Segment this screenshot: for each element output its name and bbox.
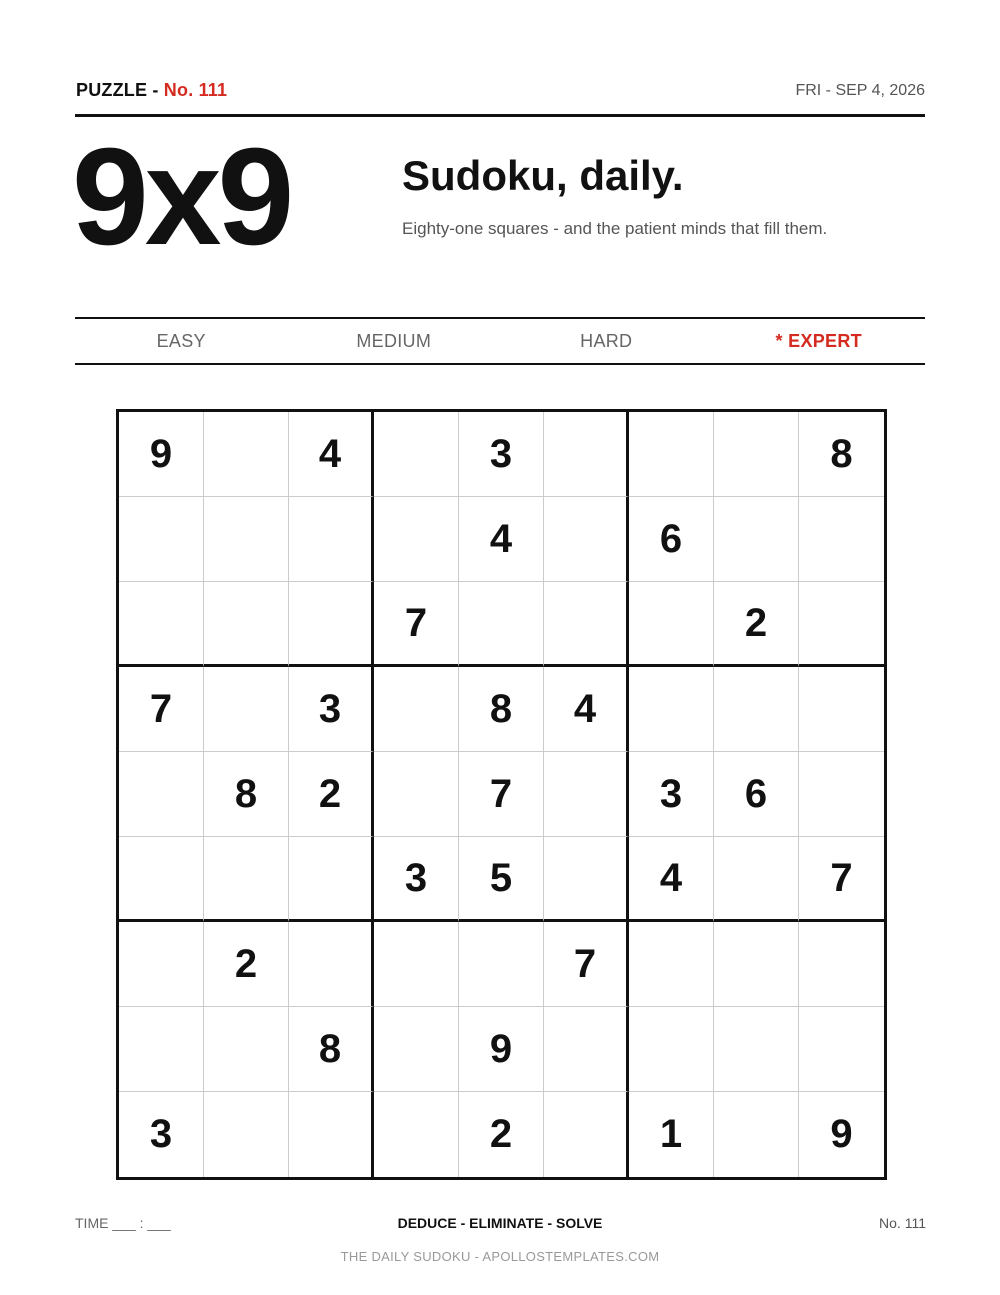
sudoku-cell-r9-c7[interactable]: 1 bbox=[629, 1092, 714, 1177]
sudoku-cell-r5-c2[interactable]: 8 bbox=[204, 752, 289, 837]
sudoku-cell-r4-c5[interactable]: 8 bbox=[459, 667, 544, 752]
sudoku-cell-r7-c8[interactable] bbox=[714, 922, 799, 1007]
sudoku-cell-r7-c5[interactable] bbox=[459, 922, 544, 1007]
sudoku-cell-r2-c2[interactable] bbox=[204, 497, 289, 582]
difficulty-easy[interactable]: EASY bbox=[156, 330, 206, 351]
sudoku-cell-r6-c7[interactable]: 4 bbox=[629, 837, 714, 922]
credit: THE DAILY SUDOKU - APOLLOSTEMPLATES.COM bbox=[340, 1249, 660, 1264]
sudoku-cell-r6-c1[interactable] bbox=[119, 837, 204, 922]
sudoku-cell-r3-c7[interactable] bbox=[629, 582, 714, 667]
top-divider bbox=[75, 114, 925, 117]
sudoku-cell-r1-c5[interactable]: 3 bbox=[459, 412, 544, 497]
sudoku-cell-r4-c1[interactable]: 7 bbox=[119, 667, 204, 752]
footer-puzzle-number: No. 111 bbox=[879, 1215, 926, 1231]
sudoku-cell-r1-c4[interactable] bbox=[374, 412, 459, 497]
sudoku-cell-r6-c3[interactable] bbox=[289, 837, 374, 922]
puzzle-label bbox=[76, 80, 227, 101]
sudoku-cell-r5-c6[interactable] bbox=[544, 752, 629, 837]
sudoku-cell-r1-c3[interactable]: 4 bbox=[289, 412, 374, 497]
puzzle-date: FRI - SEP 4, 2026 bbox=[795, 82, 925, 99]
sudoku-cell-r5-c1[interactable] bbox=[119, 752, 204, 837]
sudoku-cell-r5-c3[interactable]: 2 bbox=[289, 752, 374, 837]
sudoku-cell-r5-c4[interactable] bbox=[374, 752, 459, 837]
sudoku-cell-r5-c7[interactable]: 3 bbox=[629, 752, 714, 837]
headline: Sudoku, daily. bbox=[402, 152, 684, 199]
sudoku-cell-r6-c2[interactable] bbox=[204, 837, 289, 922]
sudoku-cell-r8-c4[interactable] bbox=[374, 1007, 459, 1092]
sudoku-cell-r4-c3[interactable]: 3 bbox=[289, 667, 374, 752]
sudoku-cell-r9-c1[interactable]: 3 bbox=[119, 1092, 204, 1177]
difficulty-bar bbox=[75, 319, 925, 363]
time-field: TIME ___ : ___ bbox=[75, 1215, 171, 1231]
sudoku-cell-r4-c9[interactable] bbox=[799, 667, 884, 752]
sudoku-cell-r2-c5[interactable]: 4 bbox=[459, 497, 544, 582]
sudoku-cell-r9-c9[interactable]: 9 bbox=[830, 1112, 853, 1156]
sudoku-cell-r4-c2[interactable] bbox=[204, 667, 289, 752]
sudoku-cell-r4-c6[interactable]: 4 bbox=[544, 667, 629, 752]
sudoku-cell-r7-c2[interactable]: 2 bbox=[204, 922, 289, 1007]
sudoku-cell-r6-c8[interactable] bbox=[714, 837, 799, 922]
sudoku-cell-r2-c9[interactable] bbox=[799, 497, 884, 582]
sudoku-cell-r7-c9[interactable] bbox=[799, 922, 884, 1007]
sudoku-cell-r2-c4[interactable] bbox=[374, 497, 459, 582]
sudoku-cell-r3-c2[interactable] bbox=[204, 582, 289, 667]
sudoku-cell-r3-c4[interactable]: 7 bbox=[374, 582, 459, 667]
sudoku-cell-r7-c3[interactable] bbox=[289, 922, 374, 1007]
sudoku-cell-r9-c2[interactable] bbox=[204, 1092, 289, 1177]
sudoku-cell-r5-c5[interactable]: 7 bbox=[459, 752, 544, 837]
sudoku-cell-r8-c7[interactable] bbox=[629, 1007, 714, 1092]
difficulty-medium[interactable]: MEDIUM bbox=[356, 330, 432, 351]
sudoku-cell-r6-c9[interactable]: 7 bbox=[799, 837, 884, 922]
sudoku-cell-r4-c7[interactable] bbox=[629, 667, 714, 752]
sudoku-cell-r9-c6[interactable] bbox=[544, 1092, 629, 1177]
puzzle-number: No. 111 bbox=[163, 80, 228, 100]
sudoku-cell-r9-c8[interactable] bbox=[714, 1092, 799, 1177]
sudoku-cell-r8-c2[interactable] bbox=[204, 1007, 289, 1092]
sudoku-cell-r5-c8[interactable]: 6 bbox=[714, 752, 799, 837]
sudoku-cell-r1-c6[interactable] bbox=[544, 412, 629, 497]
sudoku-cell-r5-c9[interactable] bbox=[799, 752, 884, 837]
sudoku-cell-r6-c5[interactable]: 5 bbox=[459, 837, 544, 922]
sudoku-cell-r2-c3[interactable] bbox=[289, 497, 374, 582]
sudoku-cell-r3-c9[interactable] bbox=[799, 582, 884, 667]
sudoku-cell-r6-c6[interactable] bbox=[544, 837, 629, 922]
sudoku-cell-r8-c8[interactable] bbox=[714, 1007, 799, 1092]
sudoku-cell-r9-c3[interactable] bbox=[289, 1092, 374, 1177]
sudoku-cell-r1-c8[interactable] bbox=[714, 412, 799, 497]
sudoku-cell-r7-c6[interactable]: 7 bbox=[544, 922, 629, 1007]
sudoku-cell-r8-c9[interactable] bbox=[799, 1007, 884, 1092]
puzzle-prefix: PUZZLE - bbox=[76, 80, 164, 100]
sudoku-cell-r1-c2[interactable] bbox=[204, 412, 289, 497]
sudoku-cell-r9-c4[interactable] bbox=[374, 1092, 459, 1177]
difficulty-hard[interactable]: HARD bbox=[580, 330, 633, 351]
subtitle: Eighty-one squares - and the patient minds that fill them. bbox=[402, 219, 828, 238]
sudoku-cell-r1-c1[interactable]: 9 bbox=[119, 412, 204, 497]
sudoku-cell-r6-c4[interactable]: 3 bbox=[374, 837, 459, 922]
sudoku-cell-r8-c6[interactable] bbox=[544, 1007, 629, 1092]
sudoku-cell-r1-c7[interactable] bbox=[629, 412, 714, 497]
sudoku-cell-r3-c8[interactable]: 2 bbox=[714, 582, 799, 667]
difficulty-expert[interactable]: * EXPERT bbox=[775, 330, 862, 351]
sudoku-cell-r3-c6[interactable] bbox=[544, 582, 629, 667]
sudoku-grid bbox=[116, 409, 887, 1180]
sudoku-cell-r2-c8[interactable] bbox=[714, 497, 799, 582]
big-title: 9x9 bbox=[72, 120, 291, 274]
sudoku-cell-r3-c5[interactable] bbox=[459, 582, 544, 667]
sudoku-cell-r9-c5[interactable]: 2 bbox=[459, 1092, 544, 1177]
sudoku-cell-r7-c4[interactable] bbox=[374, 922, 459, 1007]
sudoku-cell-r2-c1[interactable] bbox=[119, 497, 204, 582]
sudoku-cell-r1-c9[interactable]: 8 bbox=[799, 412, 884, 497]
sudoku-cell-r2-c7[interactable]: 6 bbox=[629, 497, 714, 582]
sudoku-cell-r8-c1[interactable] bbox=[119, 1007, 204, 1092]
sudoku-cell-r7-c1[interactable] bbox=[119, 922, 204, 1007]
sudoku-cell-r8-c3[interactable]: 8 bbox=[289, 1007, 374, 1092]
sudoku-cell-r2-c6[interactable] bbox=[544, 497, 629, 582]
sudoku-cell-r8-c5[interactable]: 9 bbox=[459, 1007, 544, 1092]
sudoku-cell-r7-c7[interactable] bbox=[629, 922, 714, 1007]
sudoku-cell-r3-c1[interactable] bbox=[119, 582, 204, 667]
difficulty-divider-bottom bbox=[75, 363, 925, 365]
sudoku-cell-r4-c8[interactable] bbox=[714, 667, 799, 752]
sudoku-cell-r3-c3[interactable] bbox=[289, 582, 374, 667]
motto: DEDUCE - ELIMINATE - SOLVE bbox=[397, 1215, 603, 1231]
sudoku-cell-r4-c4[interactable] bbox=[374, 667, 459, 752]
